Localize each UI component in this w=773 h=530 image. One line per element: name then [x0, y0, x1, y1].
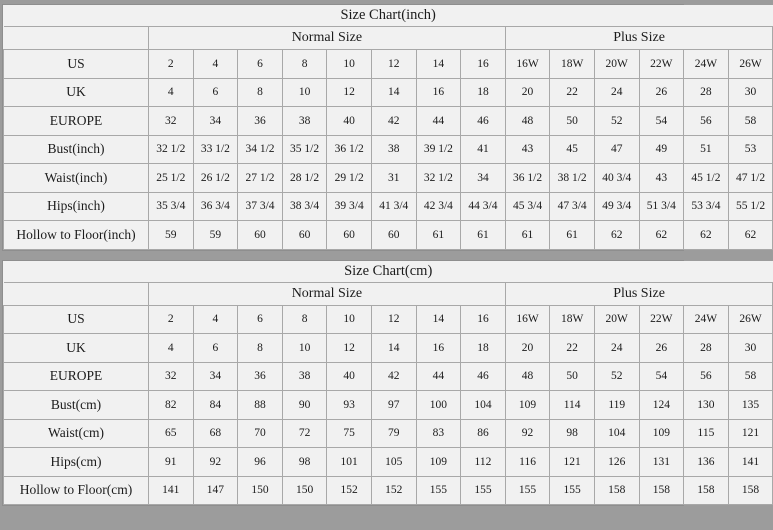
cell: 6 [193, 78, 238, 107]
cell: 42 [371, 362, 416, 391]
cell: 44 3/4 [461, 192, 506, 221]
cell: 36 1/2 [505, 164, 550, 193]
cell: 2 [149, 50, 194, 79]
cell: 158 [728, 476, 773, 505]
cell: 8 [282, 50, 327, 79]
cell: 26 [639, 334, 684, 363]
row-header: Hips(cm) [4, 448, 149, 477]
cell: 38 1/2 [550, 164, 595, 193]
cell: 4 [149, 334, 194, 363]
cell: 131 [639, 448, 684, 477]
cell: 24W [684, 50, 729, 79]
table-title-row [4, 261, 773, 283]
cell: 41 3/4 [371, 192, 416, 221]
cell: 14 [371, 78, 416, 107]
cell: 26 1/2 [193, 164, 238, 193]
cell: 136 [684, 448, 729, 477]
cell: 97 [371, 391, 416, 420]
cell: 60 [282, 221, 327, 250]
group-header-plus: Plus Size [505, 282, 773, 305]
cell: 150 [238, 476, 283, 505]
cell: 47 [594, 135, 639, 164]
cell: 34 [461, 164, 506, 193]
table-row [4, 135, 773, 164]
cell: 104 [594, 419, 639, 448]
cell: 6 [238, 50, 283, 79]
cell: 91 [149, 448, 194, 477]
cell: 30 [728, 334, 773, 363]
cell: 49 3/4 [594, 192, 639, 221]
cell: 45 [550, 135, 595, 164]
cell: 48 [505, 107, 550, 136]
cell: 90 [282, 391, 327, 420]
cell: 53 [728, 135, 773, 164]
table-row [4, 221, 773, 250]
cell: 121 [728, 419, 773, 448]
cell: 62 [594, 221, 639, 250]
chart-title: Size Chart(cm) [4, 261, 773, 283]
cell: 147 [193, 476, 238, 505]
cell: 52 [594, 107, 639, 136]
table-row [4, 334, 773, 363]
cell: 47 1/2 [728, 164, 773, 193]
cell: 22 [550, 334, 595, 363]
cell: 40 [327, 107, 372, 136]
cell: 109 [505, 391, 550, 420]
cell: 16 [416, 334, 461, 363]
row-header: US [4, 305, 149, 334]
cell: 72 [282, 419, 327, 448]
cell: 2 [149, 305, 194, 334]
row-header: UK [4, 78, 149, 107]
cell: 32 [149, 107, 194, 136]
cell: 28 [684, 334, 729, 363]
cell: 8 [282, 305, 327, 334]
cell: 109 [639, 419, 684, 448]
cell: 116 [505, 448, 550, 477]
cell: 101 [327, 448, 372, 477]
table-title-row [4, 5, 773, 27]
table-row [4, 362, 773, 391]
cell: 58 [728, 107, 773, 136]
table-group-row [4, 282, 773, 305]
cell: 98 [550, 419, 595, 448]
cell: 6 [193, 334, 238, 363]
cell: 20W [594, 50, 639, 79]
chart-title: Size Chart(inch) [4, 5, 773, 27]
cell: 26 [639, 78, 684, 107]
cell: 46 [461, 362, 506, 391]
cell: 65 [149, 419, 194, 448]
cell: 130 [684, 391, 729, 420]
cell: 16 [416, 78, 461, 107]
cell: 12 [327, 78, 372, 107]
cell: 44 [416, 107, 461, 136]
cell: 8 [238, 334, 283, 363]
cell: 53 3/4 [684, 192, 729, 221]
cell: 36 [238, 107, 283, 136]
cell: 50 [550, 107, 595, 136]
cell: 35 1/2 [282, 135, 327, 164]
cell: 32 1/2 [149, 135, 194, 164]
cell: 4 [193, 50, 238, 79]
cell: 52 [594, 362, 639, 391]
cell: 135 [728, 391, 773, 420]
cell: 98 [282, 448, 327, 477]
cell: 109 [416, 448, 461, 477]
table-row [4, 476, 773, 505]
cell: 47 3/4 [550, 192, 595, 221]
table-row [4, 391, 773, 420]
row-header: Hips(inch) [4, 192, 149, 221]
cell: 86 [461, 419, 506, 448]
row-header: US [4, 50, 149, 79]
cell: 68 [193, 419, 238, 448]
cell: 82 [149, 391, 194, 420]
cell: 10 [282, 78, 327, 107]
cell: 26W [728, 50, 773, 79]
cell: 38 [371, 135, 416, 164]
cell: 83 [416, 419, 461, 448]
cell: 155 [461, 476, 506, 505]
cell: 158 [684, 476, 729, 505]
cell: 18W [550, 50, 595, 79]
cell: 40 [327, 362, 372, 391]
cell: 62 [684, 221, 729, 250]
cell: 16W [505, 50, 550, 79]
table-row [4, 448, 773, 477]
cell: 18 [461, 334, 506, 363]
cell: 96 [238, 448, 283, 477]
row-header: EUROPE [4, 107, 149, 136]
cell: 43 [505, 135, 550, 164]
cell: 43 [639, 164, 684, 193]
cell: 38 [282, 362, 327, 391]
cell: 126 [594, 448, 639, 477]
cell: 92 [193, 448, 238, 477]
cell: 58 [728, 362, 773, 391]
cell: 14 [416, 305, 461, 334]
cell: 6 [238, 305, 283, 334]
cell: 28 1/2 [282, 164, 327, 193]
cell: 92 [505, 419, 550, 448]
cell: 112 [461, 448, 506, 477]
cell: 62 [639, 221, 684, 250]
cell: 18W [550, 305, 595, 334]
cell: 93 [327, 391, 372, 420]
cell: 75 [327, 419, 372, 448]
cell: 20 [505, 78, 550, 107]
cell: 29 1/2 [327, 164, 372, 193]
cell: 155 [505, 476, 550, 505]
cell: 8 [238, 78, 283, 107]
table-row [4, 419, 773, 448]
cell: 121 [550, 448, 595, 477]
group-header-normal: Normal Size [149, 282, 506, 305]
cell: 12 [327, 334, 372, 363]
cell: 38 3/4 [282, 192, 327, 221]
cell: 35 3/4 [149, 192, 194, 221]
cell: 27 1/2 [238, 164, 283, 193]
cell: 30 [728, 78, 773, 107]
cell: 158 [594, 476, 639, 505]
cell: 60 [238, 221, 283, 250]
cell: 141 [149, 476, 194, 505]
corner-blank [4, 282, 149, 305]
cell: 100 [416, 391, 461, 420]
cell: 28 [684, 78, 729, 107]
row-header: Hollow to Floor(cm) [4, 476, 149, 505]
cell: 59 [149, 221, 194, 250]
cell: 62 [728, 221, 773, 250]
row-header: Bust(cm) [4, 391, 149, 420]
cell: 60 [327, 221, 372, 250]
cell: 54 [639, 107, 684, 136]
cell: 34 [193, 107, 238, 136]
table-row [4, 192, 773, 221]
cell: 24 [594, 334, 639, 363]
cell: 155 [416, 476, 461, 505]
cell: 39 1/2 [416, 135, 461, 164]
size-chart-inch [2, 4, 766, 251]
cell: 79 [371, 419, 416, 448]
table-row [4, 305, 773, 334]
cell: 22W [639, 305, 684, 334]
cell: 24W [684, 305, 729, 334]
cell: 36 1/2 [327, 135, 372, 164]
table-row [4, 78, 773, 107]
table-group-row [4, 27, 773, 50]
cell: 32 [149, 362, 194, 391]
row-header: Waist(cm) [4, 419, 149, 448]
row-header: Waist(inch) [4, 164, 149, 193]
cell: 10 [327, 305, 372, 334]
cell: 20 [505, 334, 550, 363]
cell: 39 3/4 [327, 192, 372, 221]
cell: 46 [461, 107, 506, 136]
cell: 32 1/2 [416, 164, 461, 193]
cell: 45 3/4 [505, 192, 550, 221]
cell: 119 [594, 391, 639, 420]
cell: 36 [238, 362, 283, 391]
cell: 12 [371, 305, 416, 334]
cell: 24 [594, 78, 639, 107]
cell: 10 [327, 50, 372, 79]
cell: 38 [282, 107, 327, 136]
corner-blank [4, 27, 149, 50]
cell: 14 [416, 50, 461, 79]
cell: 45 1/2 [684, 164, 729, 193]
cell: 60 [371, 221, 416, 250]
cell: 16W [505, 305, 550, 334]
cell: 4 [149, 78, 194, 107]
cell: 84 [193, 391, 238, 420]
cell: 4 [193, 305, 238, 334]
row-header: UK [4, 334, 149, 363]
cell: 55 1/2 [728, 192, 773, 221]
cell: 54 [639, 362, 684, 391]
cell: 16 [461, 50, 506, 79]
cell: 61 [416, 221, 461, 250]
cell: 40 3/4 [594, 164, 639, 193]
cell: 141 [728, 448, 773, 477]
cell: 104 [461, 391, 506, 420]
cell: 155 [550, 476, 595, 505]
cell: 20W [594, 305, 639, 334]
cell: 105 [371, 448, 416, 477]
group-header-normal: Normal Size [149, 27, 506, 50]
cell: 59 [193, 221, 238, 250]
cell: 150 [282, 476, 327, 505]
cell: 61 [461, 221, 506, 250]
cell: 33 1/2 [193, 135, 238, 164]
cell: 115 [684, 419, 729, 448]
cell: 31 [371, 164, 416, 193]
cell: 70 [238, 419, 283, 448]
cell: 88 [238, 391, 283, 420]
cell: 50 [550, 362, 595, 391]
cell: 114 [550, 391, 595, 420]
cell: 56 [684, 107, 729, 136]
cell: 22W [639, 50, 684, 79]
cell: 51 3/4 [639, 192, 684, 221]
row-header: EUROPE [4, 362, 149, 391]
cell: 25 1/2 [149, 164, 194, 193]
cell: 44 [416, 362, 461, 391]
row-header: Hollow to Floor(inch) [4, 221, 149, 250]
cell: 18 [461, 78, 506, 107]
size-chart-cm [2, 260, 762, 507]
table-row [4, 164, 773, 193]
cell: 36 3/4 [193, 192, 238, 221]
cell: 49 [639, 135, 684, 164]
cell: 37 3/4 [238, 192, 283, 221]
cell: 22 [550, 78, 595, 107]
cell: 42 3/4 [416, 192, 461, 221]
cell: 61 [550, 221, 595, 250]
cell: 12 [371, 50, 416, 79]
cell: 158 [639, 476, 684, 505]
cell: 14 [371, 334, 416, 363]
table-row [4, 107, 773, 136]
cell: 26W [728, 305, 773, 334]
cell: 56 [684, 362, 729, 391]
cell: 48 [505, 362, 550, 391]
size-table-cm [3, 261, 773, 506]
group-header-plus: Plus Size [505, 27, 773, 50]
cell: 51 [684, 135, 729, 164]
cell: 10 [282, 334, 327, 363]
cell: 152 [327, 476, 372, 505]
size-table-inch [3, 5, 773, 250]
cell: 42 [371, 107, 416, 136]
cell: 61 [505, 221, 550, 250]
cell: 152 [371, 476, 416, 505]
cell: 34 1/2 [238, 135, 283, 164]
cell: 16 [461, 305, 506, 334]
cell: 124 [639, 391, 684, 420]
cell: 41 [461, 135, 506, 164]
table-row [4, 50, 773, 79]
cell: 34 [193, 362, 238, 391]
row-header: Bust(inch) [4, 135, 149, 164]
